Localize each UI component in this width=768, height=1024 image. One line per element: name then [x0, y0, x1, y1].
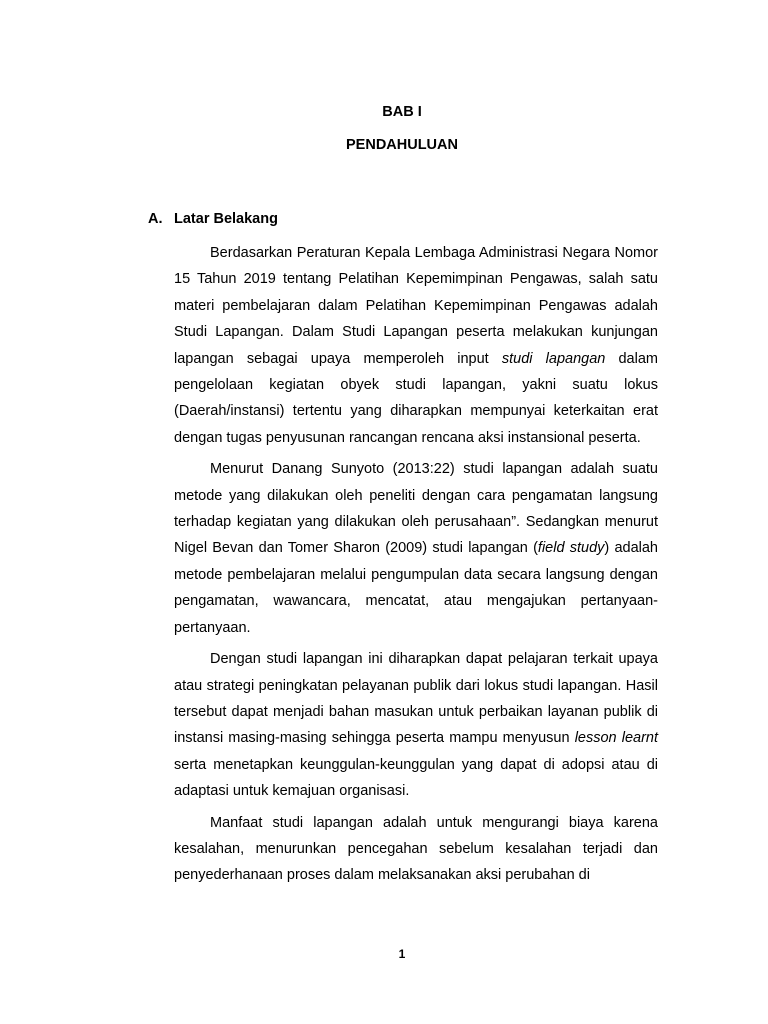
paragraph-text: serta menetapkan keunggulan-keunggulan yang dapat di adopsi atau di adaptasi untuk kemajuan organisasi.: [174, 756, 658, 800]
paragraph-text: Manfaat studi lapangan adalah untuk mengurangi biaya karena kesalahan, menurunkan pencegahan sebelum kesalahan terjadi dan penyederhanaan proses dalam melaksanakan aksi perubahan di: [174, 814, 658, 884]
italic-term: field study: [537, 540, 605, 557]
italic-term: lesson learnt: [574, 730, 658, 747]
paragraph-4: [174, 810, 658, 889]
italic-term: studi lapangan: [501, 350, 606, 367]
paragraph-text: Berdasarkan Peraturan Kepala Lembaga Administrasi Negara Nomor 15 Tahun 2019 tentang Pelatihan Kepemimpinan Pengawas, salah satu materi pembelajaran dalam Pelatihan Kepemimpinan Pengawas adalah Studi Lapangan. Dalam Studi Lapangan peserta melakukan kunjungan lapangan sebagai upaya memperoleh input: [174, 245, 658, 367]
paragraph-text: dalam pengelolaan kegiatan obyek studi lapangan, yakni suatu lokus (Daerah/instansi) tertentu yang diharapkan mempunyai keterkaitan erat dengan tugas penyusunan rancangan rencana aksi instansional peserta.: [174, 350, 658, 446]
paragraph-text: Menurut Danang Sunyoto (2013:22) studi lapangan adalah suatu metode yang dilakukan oleh peneliti dengan cara pengamatan langsung terhadap kegiatan yang dilakukan oleh perusahaan”. Sedangkan menurut Nigel Bevan dan Tomer Sharon (2009) studi lapangan (: [174, 461, 658, 557]
chapter-title: PENDAHULUAN: [346, 137, 458, 153]
paragraph-text: Dengan studi lapangan ini diharapkan dapat pelajaran terkait upaya atau strategi peningkatan pelayanan publik dari lokus studi lapangan. Hasil tersebut dapat menjadi bahan masukan untuk perbaikan layanan publik di instansi masing-masing sehingga peserta mampu menyusun: [174, 651, 658, 747]
section-letter: A.: [148, 211, 163, 227]
paragraph-text: ) adalah metode pembelajaran melalui pengumpulan data secara langsung dengan pengamatan, wawancara, mencatat, atau mengajukan pertanyaan-pertanyaan.: [174, 540, 658, 636]
paragraph-2: [174, 456, 658, 641]
body-text: [174, 240, 658, 889]
paragraph-1: [174, 240, 658, 451]
section-heading: [148, 211, 278, 227]
page-number: 1: [398, 947, 406, 961]
chapter-number: BAB I: [382, 104, 422, 120]
paragraph-3: [174, 646, 658, 804]
section-title: Latar Belakang: [174, 211, 278, 227]
